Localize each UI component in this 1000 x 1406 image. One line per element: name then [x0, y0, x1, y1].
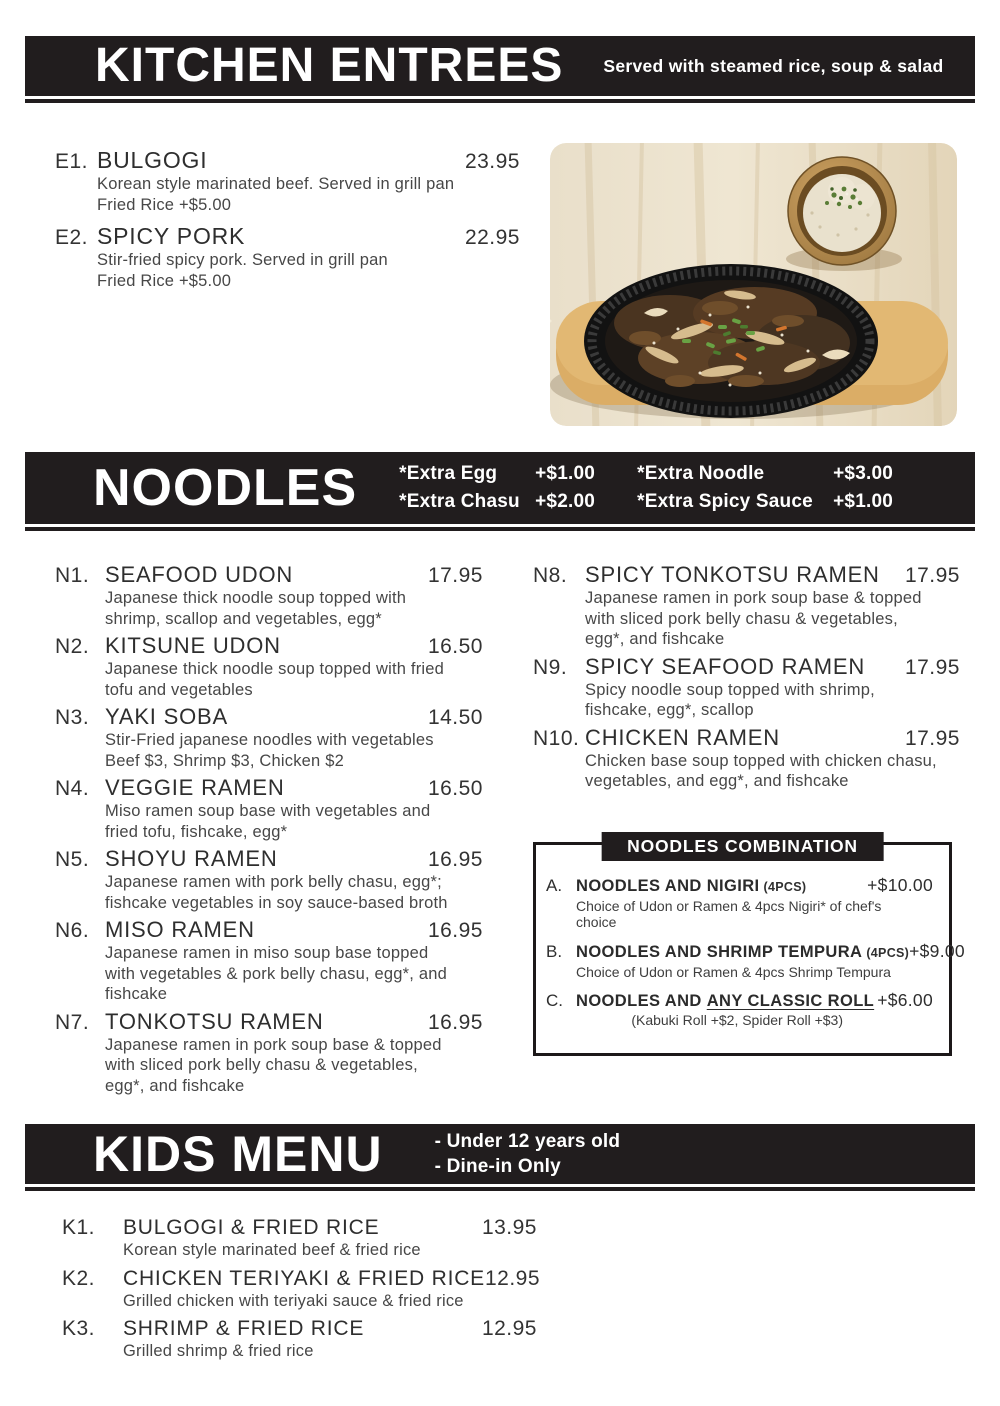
- item-name: CHICKEN RAMEN: [585, 724, 780, 750]
- item-number: E1.: [55, 150, 89, 173]
- combo-pieces-badge: (4PCS): [866, 945, 910, 960]
- menu-item-k3: [62, 1316, 537, 1362]
- combo-pieces-badge: (4PCS): [763, 879, 807, 894]
- item-number: N7.: [55, 1010, 90, 1034]
- extra-label: *Extra Spicy Sauce: [637, 491, 813, 512]
- extra-label: *Extra Noodle: [637, 463, 765, 484]
- kids-menu-title: KIDS MENU: [93, 1126, 383, 1182]
- kids-note-line: - Dine-in Only: [434, 1156, 561, 1177]
- combo-description-line: (Kabuki Roll +$2, Spider Roll +$3): [631, 1012, 843, 1028]
- item-name: MISO RAMEN: [105, 917, 255, 942]
- noodles-title: NOODLES: [93, 459, 358, 517]
- noodles-column-right: [533, 562, 965, 1100]
- menu-item-n3: [55, 704, 483, 771]
- item-description-line: Japanese ramen in miso soup base topped: [105, 944, 429, 962]
- menu-item-n8: [533, 562, 960, 650]
- menu-item-n5: [55, 846, 483, 913]
- item-description-line: Grilled chicken with teriyaki sauce & fried rice: [123, 1291, 464, 1310]
- menu-item-n10: [533, 725, 960, 792]
- item-description-line: with sliced pork belly chasu & vegetables,: [585, 609, 898, 628]
- entree-photo: [550, 143, 957, 426]
- item-description-line: Stir-Fried japanese noodles with vegetables: [105, 731, 434, 749]
- noodles-combination-box: [533, 835, 965, 1056]
- combo-item-c: [546, 990, 933, 1029]
- item-description-line: vegetables, and egg*, and fishcake: [585, 772, 849, 790]
- item-price: 16.95: [427, 848, 483, 871]
- menu-item-e2: [55, 224, 520, 291]
- kitchen-entrees-section: [55, 143, 1000, 426]
- item-number: N5.: [55, 848, 90, 871]
- combo-letter: B.: [546, 941, 563, 961]
- combo-name: NOODLES AND NIGIRI: [576, 876, 760, 895]
- item-description-line: Fried Rice +$5.00: [97, 195, 232, 214]
- item-description-line: Miso ramen soup base with vegetables and: [105, 802, 431, 820]
- kids-menu-section: [62, 1215, 541, 1362]
- entree-photo-illustration: [550, 143, 957, 426]
- extra-label: *Extra Chasu: [399, 491, 520, 512]
- extra-price: +$2.00: [535, 491, 595, 512]
- menu-item-e1: [55, 148, 520, 215]
- kids-menu-banner: [25, 1124, 975, 1184]
- item-price: 12.95: [481, 1317, 537, 1340]
- item-name: SPICY TONKOTSU RAMEN: [585, 562, 880, 587]
- item-description-line: shrimp, scallop and vegetables, egg*: [105, 609, 382, 628]
- combo-price: +$9.00: [909, 940, 965, 961]
- banner-rule: [25, 527, 975, 531]
- menu-item-n9: [533, 654, 960, 721]
- item-price: 17.95: [904, 726, 960, 750]
- item-description-line: Grilled shrimp & fried rice: [123, 1342, 314, 1360]
- item-description-line: Korean style marinated beef & fried rice: [123, 1241, 421, 1259]
- item-description-line: Japanese ramen with pork belly chasu, egg*;: [105, 873, 442, 891]
- noodles-banner: [25, 452, 975, 524]
- combo-description-line: choice: [576, 914, 617, 930]
- item-description-line: egg*, and fishcake: [105, 1076, 245, 1095]
- item-number: K2.: [62, 1266, 96, 1290]
- item-price: 22.95: [464, 226, 520, 249]
- noodles-column-left: [55, 562, 483, 1100]
- item-number: N4.: [55, 777, 90, 800]
- item-name: SHOYU RAMEN: [105, 846, 278, 871]
- item-name: SPICY PORK: [97, 223, 246, 249]
- noodles-section: [55, 562, 1000, 1100]
- banner-rule: [25, 99, 975, 103]
- extra-price: +$1.00: [535, 463, 595, 484]
- item-description-line: fishcake vegetables in soy sauce-based broth: [105, 893, 448, 912]
- item-number: K3.: [62, 1317, 96, 1340]
- item-description-line: Japanese ramen in pork soup base & topped: [105, 1035, 442, 1054]
- item-name: BULGOGI: [97, 147, 208, 173]
- item-number: E2.: [55, 226, 89, 249]
- kids-menu-notes: [435, 1129, 621, 1179]
- item-description-line: Japanese thick noodle soup topped with fried: [105, 660, 445, 678]
- combo-name: NOODLES AND SHRIMP TEMPURA: [576, 942, 863, 961]
- item-price: 17.95: [904, 655, 960, 679]
- item-name: KITSUNE UDON: [105, 633, 281, 658]
- noodles-combination-title: NOODLES COMBINATION: [601, 832, 884, 861]
- item-description-line: Fried Rice +$5.00: [97, 271, 232, 290]
- item-name: SEAFOOD UDON: [105, 562, 294, 587]
- entree-list: [55, 143, 520, 426]
- menu-item-n2: [55, 633, 483, 700]
- kids-note-line: - Under 12 years old: [434, 1131, 621, 1152]
- combo-item-b: [546, 940, 965, 981]
- item-price: 14.50: [427, 706, 483, 729]
- item-description-line: with vegetables & pork belly chasu, egg*, and: [105, 964, 447, 983]
- item-number: N9.: [533, 655, 568, 679]
- combo-price: +$6.00: [877, 990, 933, 1010]
- item-description-line: Spicy noodle soup topped with shrimp,: [585, 680, 875, 699]
- item-number: N2.: [55, 635, 90, 658]
- menu-item-n6: [55, 917, 483, 1005]
- menu-item-n1: [55, 562, 483, 629]
- item-number: N10.: [533, 726, 580, 750]
- item-description-line: Japanese thick noodle soup topped with: [105, 589, 407, 607]
- item-price: 12.95: [484, 1266, 541, 1290]
- item-name: YAKI SOBA: [105, 704, 228, 729]
- item-price: 16.50: [427, 777, 483, 800]
- item-description-line: Korean style marinated beef. Served in grill pan: [97, 175, 455, 193]
- item-description-line: fishcake, egg*, scallop: [585, 701, 754, 719]
- menu-item-n4: [55, 775, 483, 842]
- item-price: 23.95: [464, 150, 520, 173]
- item-description-line: with sliced pork belly chasu & vegetables,: [105, 1056, 418, 1074]
- menu-item-k2: [62, 1266, 541, 1312]
- item-description-line: Japanese ramen in pork soup base & topped: [585, 589, 922, 607]
- item-description-line: tofu and vegetables: [105, 680, 253, 699]
- item-name: TONKOTSU RAMEN: [105, 1008, 324, 1034]
- extra-price: +$1.00: [833, 491, 893, 512]
- item-number: K1.: [62, 1216, 96, 1239]
- item-description-line: fishcake: [105, 985, 168, 1003]
- item-description-line: egg*, and fishcake: [585, 630, 725, 648]
- item-description-line: Stir-fried spicy pork. Served in grill pan: [97, 251, 388, 269]
- menu-item-k1: [62, 1215, 537, 1261]
- menu-item-n7: [55, 1009, 483, 1097]
- item-name: CHICKEN TERIYAKI & FRIED RICE: [123, 1266, 485, 1290]
- item-description-line: Chicken base soup topped with chicken chasu,: [585, 751, 937, 770]
- item-name: SHRIMP & FRIED RICE: [123, 1317, 365, 1340]
- item-number: N8.: [533, 564, 568, 587]
- item-name: SPICY SEAFOOD RAMEN: [585, 653, 866, 679]
- item-number: N6.: [55, 919, 90, 942]
- item-name: BULGOGI & FRIED RICE: [123, 1216, 380, 1239]
- item-price: 13.95: [481, 1216, 537, 1239]
- combo-letter: A.: [546, 875, 563, 895]
- item-description-line: Beef $3, Shrimp $3, Chicken $2: [105, 751, 344, 770]
- kitchen-entrees-subtitle: Served with steamed rice, soup & salad: [603, 55, 944, 76]
- combo-price: +$10.00: [867, 874, 933, 895]
- combo-name-underlined: ANY CLASSIC ROLL: [706, 992, 875, 1010]
- noodles-extras: [399, 462, 923, 514]
- item-price: 16.95: [427, 1010, 483, 1034]
- combo-description-line: Choice of Udon or Ramen & 4pcs Nigiri* of chef's: [576, 897, 882, 914]
- kitchen-entrees-title: KITCHEN ENTREES: [95, 39, 564, 92]
- combo-item-a: [546, 875, 933, 931]
- banner-rule: [25, 1187, 975, 1191]
- item-price: 17.95: [427, 564, 483, 587]
- extra-price: +$3.00: [833, 463, 893, 484]
- kitchen-entrees-banner: [25, 36, 975, 96]
- combo-name: NOODLES AND: [576, 992, 702, 1010]
- item-price: 17.95: [904, 564, 960, 587]
- item-description-line: fried tofu, fishcake, egg*: [105, 822, 288, 841]
- extra-label: *Extra Egg: [399, 463, 498, 484]
- combo-description-line: Choice of Udon or Ramen & 4pcs Shrimp Tempura: [576, 963, 891, 980]
- combo-letter: C.: [546, 991, 563, 1010]
- item-number: N1.: [55, 564, 90, 587]
- item-price: 16.50: [427, 635, 483, 658]
- item-name: VEGGIE RAMEN: [105, 775, 285, 800]
- item-price: 16.95: [427, 919, 483, 942]
- item-number: N3.: [55, 706, 90, 729]
